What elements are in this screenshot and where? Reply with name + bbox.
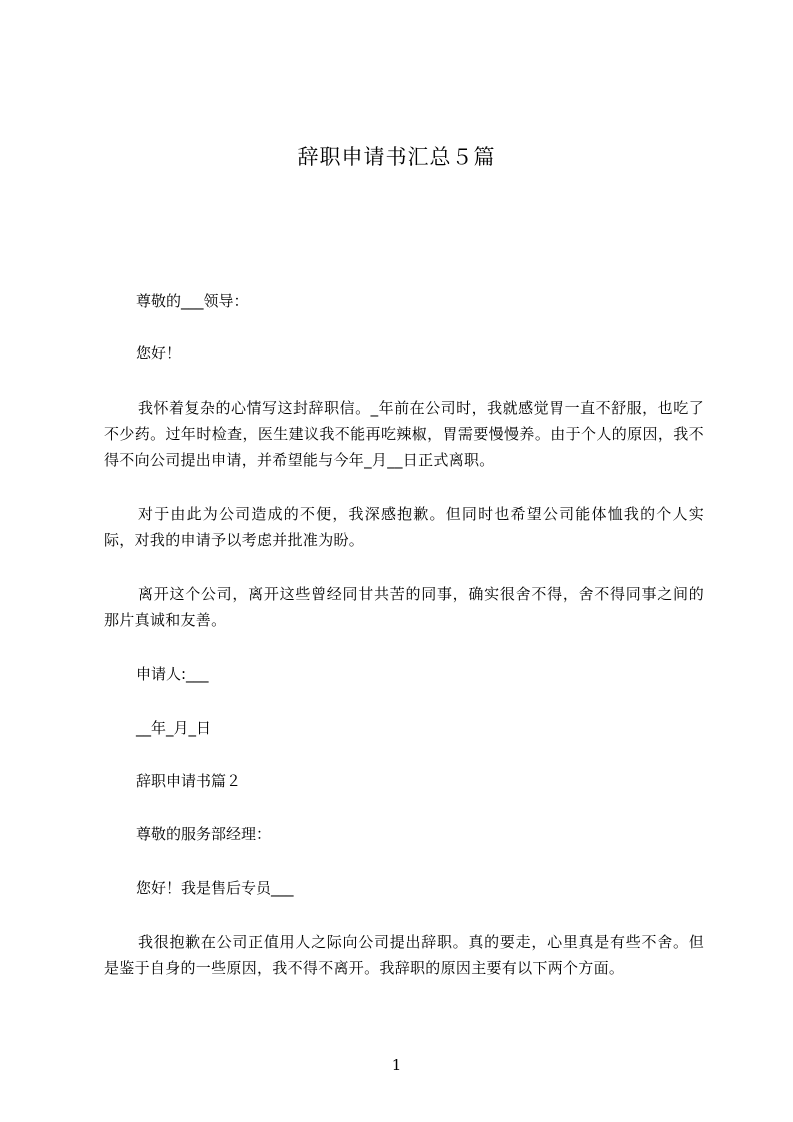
salutation-2: 尊敬的服务部经理： <box>136 825 272 843</box>
greeting: 您好！ <box>136 344 182 362</box>
salutation: 尊敬的___领导： <box>136 292 249 310</box>
greeting-2: 您好！我是售后专员___ <box>136 879 294 897</box>
section-2-heading: 辞职申请书篇２ <box>136 772 242 790</box>
paragraph-2: 对于由此为公司造成的不便，我深感抱歉。但同时也希望公司能体恤我的个人实际，对我的申请予以考虑并批准为盼。 <box>104 505 704 549</box>
applicant-line: 申请人:___ <box>136 665 209 683</box>
date-line: __年_月_日 <box>136 719 212 737</box>
paragraph-3: 离开这个公司，离开这些曾经同甘共苦的同事，确实很舍不得，舍不得同事之间的那片真诚和友善。 <box>104 585 704 629</box>
paragraph-4: 我很抱歉在公司正值用人之际向公司提出辞职。真的要走，心里真是有些不舍。但是鉴于自身的一些原因，我不得不离开。我辞职的原因主要有以下两个方面。 <box>104 933 704 977</box>
paragraph-1: 我怀着复杂的心情写这封辞职信。_年前在公司时，我就感觉胃一直不舒服，也吃了不少药。过年时检查，医生建议我不能再吃辣椒，胃需要慢慢养。由于个人的原因，我不得不向公司提出申请，并希望能与今年_月__日正式离职。 <box>104 399 704 469</box>
page-number: 1 <box>391 1056 402 1074</box>
document-title: 辞职申请书汇总５篇 <box>297 145 496 169</box>
